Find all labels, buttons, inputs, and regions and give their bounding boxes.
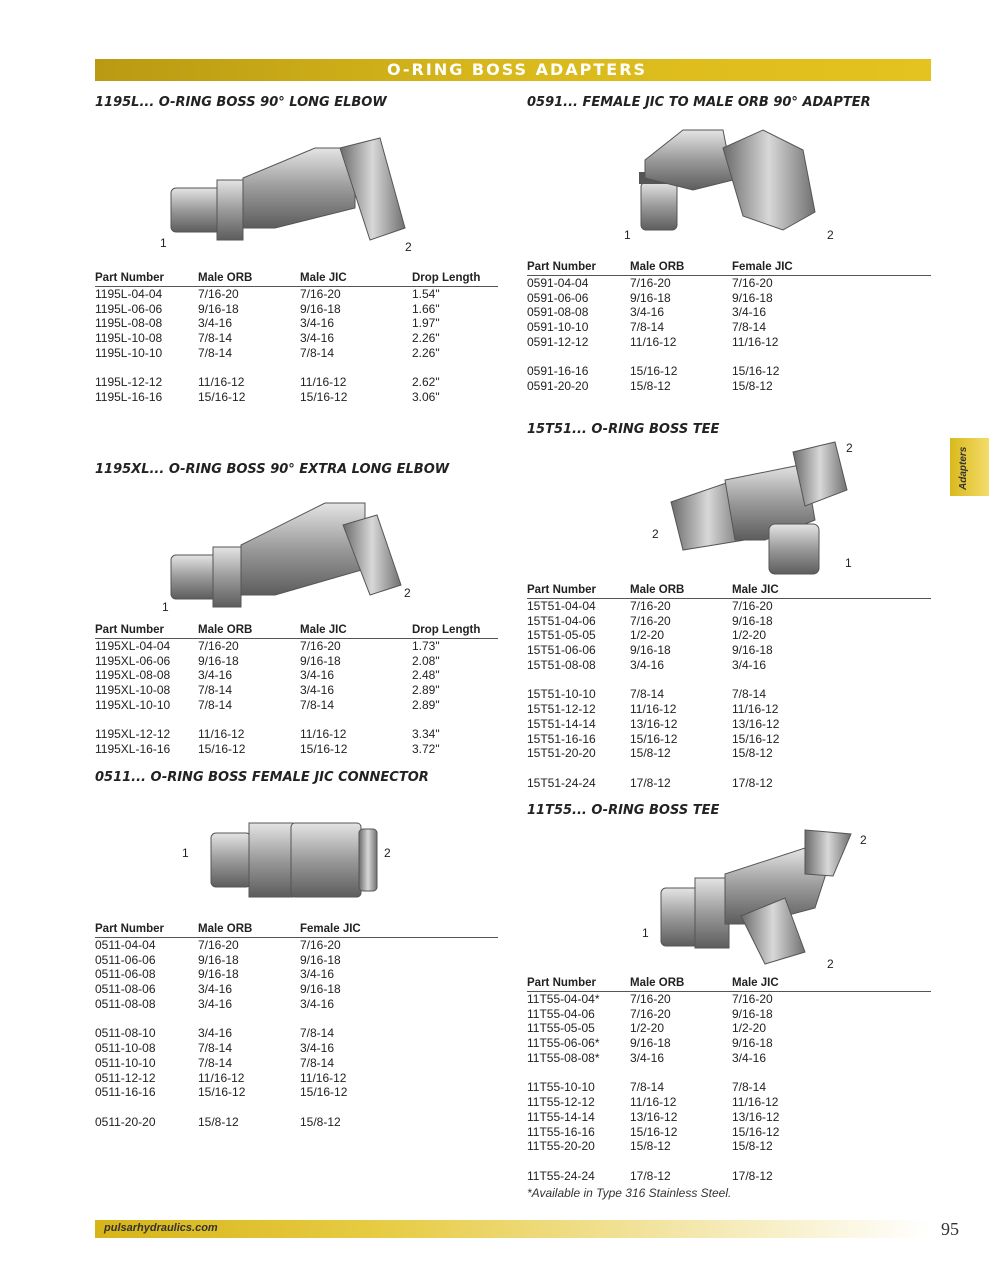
port-label: 2 [384, 846, 391, 860]
spec-value: 7/8-14 [198, 345, 233, 360]
part-number: 0511-08-06 [95, 982, 156, 997]
spec-value: 7/8-14 [630, 687, 665, 702]
part-number: 11T55-14-14 [527, 1109, 595, 1124]
spec-value: 9/16-18 [732, 1036, 773, 1051]
table-row [95, 727, 498, 742]
part-number: 1195XL-10-08 [95, 683, 171, 698]
spec-value: 1.54" [412, 287, 440, 301]
table-row [527, 1036, 931, 1051]
spec-value: 7/16-20 [300, 639, 341, 653]
column-header: Part Number [95, 624, 165, 636]
part-number: 0591-12-12 [527, 334, 589, 349]
table-row [527, 628, 931, 643]
table-row [527, 1125, 931, 1140]
spec-value: 2.48" [412, 668, 440, 683]
spec-value: 7/8-14 [300, 345, 335, 360]
spec-value: 3.06" [412, 390, 440, 405]
table-row [527, 599, 931, 614]
column-header: Female JIC [732, 261, 793, 273]
part-number: 15T51-06-06 [527, 643, 596, 658]
part-number: 15T51-20-20 [527, 746, 596, 761]
column-header: Male ORB [198, 272, 253, 284]
spec-value: 1/2-20 [732, 1021, 767, 1036]
table-row [95, 953, 498, 968]
spec-value: 3/4-16 [198, 982, 233, 997]
table-row [527, 1139, 931, 1154]
port-label: 1 [845, 556, 852, 570]
spec-value: 7/16-20 [630, 276, 671, 290]
column-header: Male ORB [198, 923, 253, 935]
spec-value: 9/16-18 [198, 653, 239, 668]
spec-value: 9/16-18 [300, 301, 341, 316]
table-0591 [527, 261, 931, 394]
table-row [527, 732, 931, 747]
part-number: 1195L-08-08 [95, 316, 163, 331]
spec-value: 11/16-12 [300, 727, 347, 742]
part-number: 1195L-04-04 [95, 287, 163, 301]
part-number: 0511-04-04 [95, 938, 156, 952]
spec-value: 2.26" [412, 331, 440, 346]
part-number: 11T55-20-20 [527, 1139, 595, 1154]
table-row [527, 1080, 931, 1095]
tee-11t55-image [655, 828, 855, 968]
spec-value: 7/8-14 [630, 1080, 665, 1095]
spec-value: 11/16-12 [198, 1070, 245, 1085]
column-header: Female JIC [300, 923, 361, 935]
port-label: 2 [827, 957, 834, 971]
table-row [95, 683, 498, 698]
spec-value: 3/4-16 [630, 1050, 665, 1065]
table-row [527, 1110, 931, 1125]
table-row [527, 1021, 931, 1036]
table-row [527, 276, 931, 291]
spec-value: 7/16-20 [630, 1006, 671, 1021]
column-header: Male JIC [300, 624, 347, 636]
spec-value: 7/8-14 [732, 1080, 767, 1095]
table-row [95, 938, 498, 953]
part-number: 11T55-08-08* [527, 1050, 600, 1065]
table-row [95, 1115, 498, 1130]
table-header [527, 977, 931, 992]
table-row [95, 375, 498, 390]
spec-value: 17/8-12 [732, 775, 773, 790]
part-number: 11T55-06-06* [527, 1036, 600, 1051]
spec-value: 15/8-12 [630, 746, 671, 761]
spec-value: 15/16-12 [630, 1124, 678, 1139]
column-header: Part Number [95, 923, 165, 935]
spec-value: 9/16-18 [198, 301, 239, 316]
spec-value: 15/16-12 [630, 364, 678, 379]
heading-15t51: 15T51... O-RING BOSS TEE [527, 422, 720, 437]
table-row [527, 1095, 931, 1110]
spec-value: 3/4-16 [198, 316, 233, 331]
spec-value: 15/8-12 [732, 746, 773, 761]
table-header [527, 584, 931, 599]
spec-value: 9/16-18 [630, 643, 671, 658]
part-number: 15T51-12-12 [527, 702, 596, 717]
column-header: Drop Length [412, 624, 481, 636]
spec-value: 1.73" [412, 639, 440, 653]
table-row [95, 997, 498, 1012]
spec-value: 3/4-16 [732, 657, 767, 672]
spec-value: 3/4-16 [300, 668, 335, 683]
page-number: 95 [941, 1219, 959, 1239]
spec-value: 2.89" [412, 697, 440, 712]
table-header [95, 923, 498, 938]
spec-value: 15/16-12 [198, 742, 246, 757]
port-label: 2 [652, 527, 659, 541]
table-row [527, 776, 931, 791]
spec-value: 15/16-12 [732, 1124, 780, 1139]
part-number: 15T51-16-16 [527, 731, 596, 746]
port-label: 1 [160, 236, 167, 250]
spec-value: 15/16-12 [732, 731, 780, 746]
part-number: 0511-08-08 [95, 996, 156, 1011]
spec-value: 15/16-12 [732, 364, 780, 379]
part-number: 0511-06-06 [95, 952, 156, 967]
part-number: 0511-16-16 [95, 1085, 156, 1100]
banner-title: O-RING BOSS ADAPTERS [387, 60, 648, 79]
spec-value: 11/16-12 [732, 1095, 779, 1110]
table-row [527, 687, 931, 702]
spec-value: 13/16-12 [732, 1109, 780, 1124]
spec-value: 1.66" [412, 301, 440, 316]
heading-1195l: 1195L... O-RING BOSS 90° LONG ELBOW [95, 95, 387, 110]
side-tab-label: Adapters [958, 446, 969, 490]
table-row [527, 746, 931, 761]
spec-value: 11/16-12 [300, 1070, 347, 1085]
part-number: 0591-04-04 [527, 276, 589, 290]
table-row [95, 287, 498, 302]
spec-value: 7/8-14 [732, 320, 767, 335]
table-row [95, 1041, 498, 1056]
part-number: 1195L-12-12 [95, 375, 163, 390]
part-number: 0591-16-16 [527, 364, 589, 379]
table-row [95, 982, 498, 997]
part-number: 1195L-10-10 [95, 345, 163, 360]
spec-value: 9/16-18 [630, 290, 671, 305]
table-row [527, 658, 931, 673]
part-number: 11T55-04-06 [527, 1006, 595, 1021]
spec-value: 3/4-16 [300, 1041, 335, 1056]
spec-value: 11/16-12 [198, 375, 245, 390]
part-number: 1195XL-16-16 [95, 742, 171, 757]
table-0511 [95, 923, 498, 1130]
port-label: 2 [860, 833, 867, 847]
spec-value: 3/4-16 [198, 1026, 233, 1041]
table-row [95, 346, 498, 361]
spec-value: 7/8-14 [198, 1041, 233, 1056]
spec-value: 9/16-18 [300, 952, 341, 967]
spec-value: 17/8-12 [732, 1168, 773, 1183]
spec-value: 3.72" [412, 742, 440, 757]
spec-value: 7/16-20 [732, 599, 773, 613]
spec-value: 9/16-18 [198, 952, 239, 967]
table-row [95, 331, 498, 346]
spec-value: 7/16-20 [300, 938, 341, 952]
spec-value: 2.62" [412, 375, 440, 390]
spec-value: 7/16-20 [732, 276, 773, 290]
spec-value: 3/4-16 [630, 657, 665, 672]
spec-value: 7/16-20 [630, 992, 671, 1006]
part-number: 0511-12-12 [95, 1070, 156, 1085]
spec-value: 15/8-12 [630, 1139, 671, 1154]
column-header: Part Number [527, 584, 597, 596]
stainless-note: *Available in Type 316 Stainless Steel. [527, 1186, 732, 1200]
table-row [95, 390, 498, 405]
part-number: 0511-20-20 [95, 1114, 156, 1129]
spec-value: 15/8-12 [198, 1114, 239, 1129]
port-label: 1 [162, 600, 169, 614]
spec-value: 7/8-14 [198, 683, 233, 698]
part-number: 0511-08-10 [95, 1026, 156, 1041]
part-number: 11T55-16-16 [527, 1124, 595, 1139]
table-row [527, 643, 931, 658]
spec-value: 9/16-18 [300, 982, 341, 997]
heading-1195xl: 1195XL... O-RING BOSS 90° EXTRA LONG ELBOW [95, 462, 450, 477]
table-row [95, 639, 498, 654]
part-number: 11T55-24-24 [527, 1168, 595, 1183]
table-header [95, 624, 498, 639]
spec-value: 7/16-20 [630, 599, 671, 613]
spec-value: 9/16-18 [732, 290, 773, 305]
table-row [95, 668, 498, 683]
heading-0511: 0511... O-RING BOSS FEMALE JIC CONNECTOR [95, 770, 429, 785]
part-number: 11T55-10-10 [527, 1080, 595, 1095]
spec-value: 15/16-12 [300, 1085, 348, 1100]
spec-value: 15/16-12 [630, 731, 678, 746]
elbow-extra-long-image [165, 485, 425, 615]
column-header: Male JIC [732, 977, 779, 989]
port-label: 2 [404, 586, 411, 600]
table-row [527, 1007, 931, 1022]
table-row [527, 614, 931, 629]
spec-value: 2.26" [412, 345, 440, 360]
part-number: 11T55-05-05 [527, 1021, 595, 1036]
spec-value: 7/16-20 [732, 992, 773, 1006]
spec-value: 11/16-12 [732, 702, 779, 717]
spec-value: 11/16-12 [198, 727, 245, 742]
part-number: 1195XL-06-06 [95, 653, 171, 668]
part-number: 1195L-16-16 [95, 390, 163, 405]
spec-value: 11/16-12 [300, 375, 347, 390]
table-row [527, 992, 931, 1007]
part-number: 1195L-06-06 [95, 301, 163, 316]
table-row [95, 698, 498, 713]
spec-value: 9/16-18 [630, 1036, 671, 1051]
spec-value: 3/4-16 [300, 996, 335, 1011]
column-header: Male ORB [630, 261, 685, 273]
spec-value: 3/4-16 [300, 683, 335, 698]
port-label: 1 [182, 846, 189, 860]
spec-value: 11/16-12 [630, 334, 677, 349]
table-1195l [95, 272, 498, 405]
connector-image [205, 815, 385, 905]
table-row [95, 316, 498, 331]
spec-value: 3/4-16 [732, 305, 767, 320]
spec-value: 11/16-12 [630, 702, 677, 717]
spec-value: 15/16-12 [300, 742, 348, 757]
port-label: 1 [624, 228, 631, 242]
table-row [95, 1056, 498, 1071]
spec-value: 13/16-12 [630, 716, 678, 731]
part-number: 0591-10-10 [527, 320, 589, 335]
table-row [527, 1051, 931, 1066]
part-number: 1195XL-10-10 [95, 697, 171, 712]
spec-value: 9/16-18 [198, 967, 239, 982]
spec-value: 11/16-12 [630, 1095, 677, 1110]
part-number: 0591-08-08 [527, 305, 589, 320]
table-11t55 [527, 977, 931, 1184]
spec-value: 7/16-20 [198, 287, 239, 301]
spec-value: 13/16-12 [732, 716, 780, 731]
spec-value: 7/16-20 [630, 613, 671, 628]
column-header: Male JIC [300, 272, 347, 284]
table-row [95, 1026, 498, 1041]
part-number: 1195L-10-08 [95, 331, 163, 346]
table-row [527, 379, 931, 394]
port-label: 1 [642, 926, 649, 940]
spec-value: 7/8-14 [198, 697, 233, 712]
part-number: 15T51-10-10 [527, 687, 596, 702]
elbow-long-image [165, 118, 425, 248]
spec-value: 9/16-18 [732, 643, 773, 658]
spec-value: 9/16-18 [300, 653, 341, 668]
adapter-90-image [633, 120, 843, 240]
spec-value: 15/8-12 [732, 379, 773, 394]
table-row [527, 335, 931, 350]
table-row [95, 1085, 498, 1100]
spec-value: 7/8-14 [300, 1055, 335, 1070]
spec-value: 17/8-12 [630, 1168, 671, 1183]
table-row [527, 364, 931, 379]
spec-value: 15/16-12 [300, 390, 348, 405]
column-header: Male ORB [630, 977, 685, 989]
spec-value: 15/16-12 [198, 390, 246, 405]
spec-value: 1/2-20 [630, 628, 665, 643]
table-header [95, 272, 498, 287]
spec-value: 7/16-20 [300, 287, 341, 301]
part-number: 1195XL-08-08 [95, 668, 171, 683]
spec-value: 7/8-14 [732, 687, 767, 702]
port-label: 2 [405, 240, 412, 254]
spec-value: 15/8-12 [630, 379, 671, 394]
table-row [527, 1169, 931, 1184]
table-row [95, 654, 498, 669]
column-header: Male ORB [630, 584, 685, 596]
spec-value: 3/4-16 [300, 967, 335, 982]
spec-value: 7/8-14 [630, 320, 665, 335]
column-header: Part Number [527, 261, 597, 273]
column-header: Part Number [95, 272, 165, 284]
spec-value: 15/16-12 [198, 1085, 246, 1100]
column-header: Male ORB [198, 624, 253, 636]
port-label: 2 [846, 441, 853, 455]
spec-value: 3/4-16 [300, 331, 335, 346]
table-header [527, 261, 931, 276]
table-row [95, 967, 498, 982]
part-number: 15T51-04-04 [527, 599, 596, 613]
spec-value: 7/16-20 [198, 639, 239, 653]
spec-value: 1/2-20 [732, 628, 767, 643]
table-row [527, 305, 931, 320]
spec-value: 9/16-18 [732, 613, 773, 628]
spec-value: 2.89" [412, 683, 440, 698]
spec-value: 3/4-16 [198, 668, 233, 683]
part-number: 11T55-04-04* [527, 992, 600, 1006]
part-number: 0591-20-20 [527, 379, 589, 394]
footer-url[interactable]: pulsarhydraulics.com [104, 1222, 218, 1234]
spec-value: 13/16-12 [630, 1109, 678, 1124]
part-number: 15T51-04-06 [527, 613, 596, 628]
part-number: 1195XL-04-04 [95, 639, 171, 653]
spec-value: 3/4-16 [198, 996, 233, 1011]
spec-value: 3.34" [412, 727, 440, 742]
part-number: 15T51-24-24 [527, 775, 596, 790]
table-row [527, 717, 931, 732]
port-label: 2 [827, 228, 834, 242]
side-tab [950, 438, 989, 496]
table-row [527, 320, 931, 335]
column-header: Drop Length [412, 272, 481, 284]
part-number: 0511-06-08 [95, 967, 156, 982]
column-header: Part Number [527, 977, 597, 989]
part-number: 11T55-12-12 [527, 1095, 595, 1110]
spec-value: 7/8-14 [300, 1026, 335, 1041]
spec-value: 1/2-20 [630, 1021, 665, 1036]
tee-15t51-image [665, 440, 855, 580]
table-row [95, 742, 498, 757]
spec-value: 1.97" [412, 316, 440, 331]
spec-value: 7/8-14 [300, 697, 335, 712]
spec-value: 9/16-18 [732, 1006, 773, 1021]
spec-value: 2.08" [412, 653, 440, 668]
part-number: 15T51-08-08 [527, 657, 596, 672]
spec-value: 17/8-12 [630, 775, 671, 790]
spec-value: 3/4-16 [732, 1050, 767, 1065]
heading-0591: 0591... FEMALE JIC TO MALE ORB 90° ADAPTER [527, 95, 871, 110]
footer-bar [95, 1220, 931, 1238]
spec-value: 3/4-16 [300, 316, 335, 331]
table-row [527, 702, 931, 717]
table-row [527, 291, 931, 306]
part-number: 0511-10-08 [95, 1041, 156, 1056]
column-header: Male JIC [732, 584, 779, 596]
spec-value: 15/8-12 [300, 1114, 341, 1129]
table-row [95, 302, 498, 317]
table-15t51 [527, 584, 931, 791]
part-number: 15T51-14-14 [527, 716, 596, 731]
part-number: 15T51-05-05 [527, 628, 596, 643]
part-number: 1195XL-12-12 [95, 727, 171, 742]
heading-11t55: 11T55... O-RING BOSS TEE [527, 803, 720, 818]
spec-value: 3/4-16 [630, 305, 665, 320]
spec-value: 7/16-20 [198, 938, 239, 952]
table-row [95, 1071, 498, 1086]
spec-value: 15/8-12 [732, 1139, 773, 1154]
spec-value: 11/16-12 [732, 334, 779, 349]
spec-value: 7/8-14 [198, 1055, 233, 1070]
spec-value: 7/8-14 [198, 331, 233, 346]
part-number: 0511-10-10 [95, 1055, 156, 1070]
part-number: 0591-06-06 [527, 290, 589, 305]
table-1195xl [95, 624, 498, 757]
